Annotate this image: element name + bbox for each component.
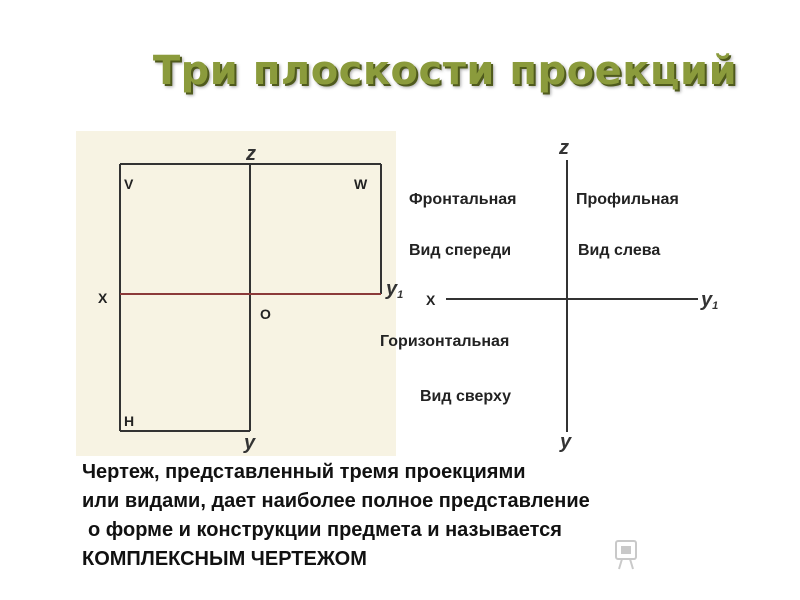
- caption-line-3: о форме и конструкции предмета и называется: [88, 519, 562, 541]
- left-diagram-panel: [76, 131, 404, 456]
- frontal-plane-label: Фронтальная: [409, 191, 517, 208]
- right-x-label: X: [426, 292, 436, 308]
- right-y-label: y: [560, 431, 572, 453]
- left-z-label: z: [246, 143, 256, 165]
- left-o-label: O: [260, 306, 271, 322]
- profile-plane-label: Профильная: [576, 191, 679, 208]
- profile-view-label: Вид слева: [578, 242, 661, 259]
- left-h-label: H: [124, 413, 135, 429]
- right-z-label: z: [559, 137, 569, 159]
- right-y1-label: $y_1$: [701, 289, 719, 312]
- caption-line-2: или видами, дает наиболее полное представление: [82, 490, 590, 512]
- slide-title: Три плоскости проекций: [152, 48, 738, 94]
- frontal-view-label: Вид спереди: [409, 242, 512, 259]
- caption-line-1: Чертеж, представленный тремя проекциями: [82, 461, 526, 483]
- left-y1-label: $y_1$: [386, 278, 404, 301]
- left-v-label: V: [124, 176, 134, 192]
- left-x-label: X: [98, 290, 108, 306]
- watermark-icon: [612, 537, 642, 573]
- watermark-logo: [612, 535, 772, 575]
- left-y-label: y: [244, 432, 256, 454]
- horizontal-view-label: Вид сверху: [420, 388, 511, 405]
- horizontal-plane-label: Горизонтальная: [380, 333, 510, 350]
- caption-line-4: КОМПЛЕКСНЫМ ЧЕРТЕЖОМ: [82, 548, 367, 570]
- left-w-label: W: [354, 176, 368, 192]
